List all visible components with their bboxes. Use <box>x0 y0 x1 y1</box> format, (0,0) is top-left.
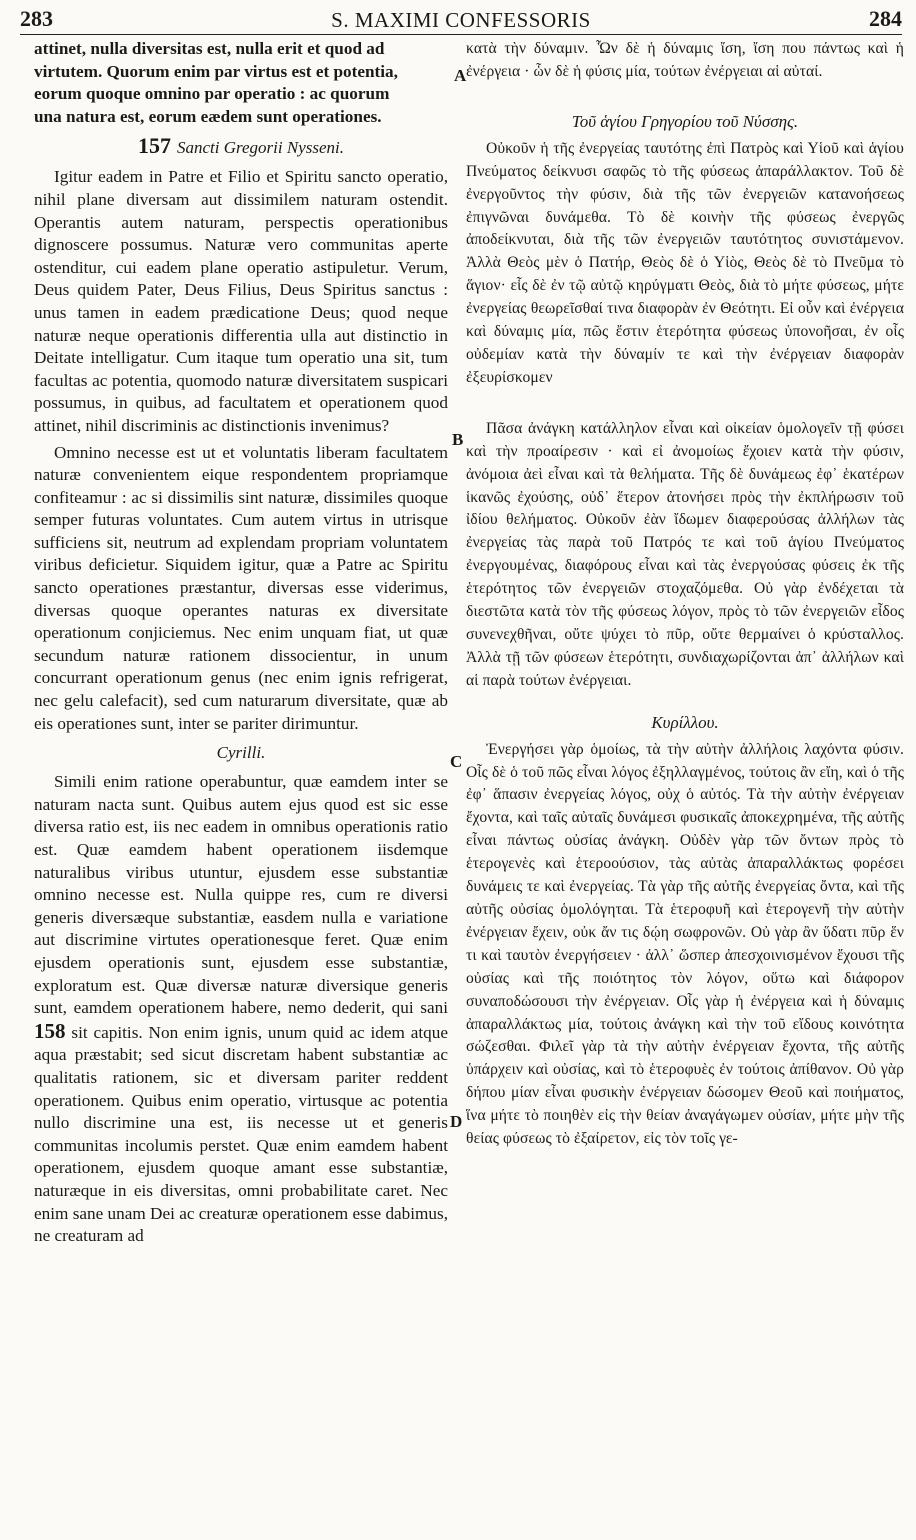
margin-marker-b: B <box>452 430 464 449</box>
latin-heading-text: Sancti Gregorii Nysseni. <box>177 138 344 158</box>
greek-paragraph-3: Ἐνεργήσει γὰρ ὁμοίως, τὰ τὴν αὐτὴν ἀλλήλοις λαχόντα φύσιν. Οἷς δὲ ὁ τοῦ πῶς εἶναι λόγος ἐξηλλαγμένος, τούτοις ἂν εἴη, καὶ ὁ τῆς ἐφ᾽ ἅπασιν ἐνεργείας λόγος, οὐχ ὁ αὐτός. Τὰ τὴν αὐτὴν ἐνέργειαν ἔχοντα, καὶ ταῖς αὐταῖς δυνάμεσι φυσικαῖς ἀποκεχρημένα, τῆς αὐτῆς εἶναι πάντως οὐσίας ἀνάγκη. Οὐδὲν γὰρ τῶν ὄντων πρὸς τὸ ἑτερογενὲς καὶ ἑτεροούσιον, τὰς αὐτὰς ἀπαραλλάκτως φορέσει δυνάμεις τε καὶ ἐνεργείας. Τὰ γὰρ τῆς αὐτῆς ἐνεργείας ὄντα, καὶ τῆς αὐτῆς οὐσίας ὁμολόγηται. Τὰ ἑτεροφυῆ καὶ ἑτερογενῆ τὴν αὐτὴν ἐνέργειαν ἔχειν, οὐκ ἄν τις δῴη σωφρονῶν. Οὐ γὰρ ἂν ὕδατι πῦρ ἕν τι καὶ ταυτὸν ἐνεργήσειεν · ἀλλ᾽ ὥσπερ ἀπεσχοινισμένον ἔχουσι τῆς οὐσίας καὶ τῆς ποιότητος τὸν λόγον, οὕτω καὶ διάφορον συναποδώσουσι τὴν ἐνέργειαν. Οἷς γὰρ ἡ ἐνέργεια καὶ ἡ δύναμις ἀπαραλλάκτως μία, τούτοις ἀνάγκη καὶ τὴν τοῦ εἴδους κοινότητα σώζεσθαι. Φιλεῖ γὰρ τὰ τὴν αὐτὴν ἐνέργειαν ἔχοντα, τῆς αὐτῆς ὑπάρχειν καὶ οὐσίας, καὶ τὸ ἑτεροφυὲς ἐν τούτοις ἀπίθανον. Οὐ γὰρ δήπου μίαν εἶναι φυσικὴν ἐνέργειαν δώσομεν Θεοῦ καὶ ποιήματος, ἵνα μήτε τὸ ποιηθὲν εἰς τὴν θείαν ἀναγάγωμεν οὐσίαν, μήτε μὴν τῆς θείας φύσεως τὸ ἐξαίρετον, εἰς τὸν τοῖς γε- <box>466 740 904 1148</box>
section-number: 157 <box>138 133 171 159</box>
latin-heading-cyrilli: Cyrilli. <box>216 743 266 763</box>
margin-marker-a: A <box>454 66 467 85</box>
latin-intro: attinet, nulla diversitas est, nulla erit et quod ad virtutem. Quorum enim par virtus est et potentia, eorum quoque omnino par operatio : ac quorum una natura est, eorum eædem sunt operationes. <box>34 39 398 126</box>
latin-p3-part-b: sit capitis. Non enim ignis, unum quid ac idem atque aqua præstabit; sed sicut discretam habent substantiæ ac qualitatis rationem, sic et diversam pariter reddent operationem. Quibus enim operatio, virtusque ac potentia nullo discrimine una est, iis necesse ut et generis communitas incolumis perstet. Quæ enim eamdem habent operationem, ejusdem quoque amant esse substantiæ, naturæque in eis diversitas, omni probabilitate caret. Nec enim sane unam Dei ac creaturæ operationem esse dabimus, ne creaturam ad <box>34 1022 448 1246</box>
greek-column <box>466 38 904 1530</box>
greek-heading-cyrilli: Κυρίλλου. <box>651 712 719 732</box>
running-title: S. MAXIMI CONFESSORIS <box>331 8 591 32</box>
latin-paragraph-2: Omnino necesse est ut et voluntatis liberam facultatem naturæ convenientem eique respondentem propriamque confiteamur : ac si dissimilis sint naturæ, dissimiles quoque semper futuras voluntates. Cum autem virtus in utrisque sufficiens sit, neutrum ad explendam propriam voluntatem viribus deficietur. Siquidem igitur, quæ a Patre ac Spiritu sancto operationes præstantur, diversas esse viderimus, diversas quoque operantes naturas ex diversitate operationum conjiciemus. Nec enim unquam fiat, ut quæ secundum naturæ rationem dissocientur, in unum concurrant operationum genus (nec enim ignis refrigerat, nec gelu calefacit), sed cum naturarum diversitate, quæ ab eis operationes sunt, inter se pariter dirimuntur. <box>34 442 448 733</box>
latin-paragraph-1: Igitur eadem in Patre et Filio et Spiritu sancto operatio, nihil plane diversam aut dissimilem naturam ostendit. Operantis autem naturam, perspectis operationibus dignoscere possumus. Naturæ vero communitas aperte ostenditur, cui eadem plane operatio astipuletur. Verum, Deus quidem Pater, Deus Filius, Deus Spiritus sanctus : unus tamen in eadem prædicatione Deus; quod neque naturæ neque operationis differentia ulla aut distinctio in Deitate intelligatur. Cum itaque tum operatio una sit, tum facultas ac potentia, quomodo naturæ diversitatem suspicari possumus, in quibus, ad facultatem et operationem quod attinet, nihil discriminis ac distinctionis invenimus? <box>34 167 448 435</box>
header-rule <box>20 34 902 35</box>
latin-section-heading <box>34 134 448 160</box>
page-header <box>20 6 902 34</box>
greek-paragraph-2: Πᾶσα ἀνάγκη κατάλληλον εἶναι καὶ οἰκείαν ὁμολογεῖν τῇ φύσει καὶ τὴν προαίρεσιν · καὶ εἰ ἀνομοίως ἔχοιεν κατὰ τὴν φύσιν, ἀνόμοια ἀεὶ εἶναι καὶ τὰ θελήματα. Τῆς δὲ δυνάμεως ἐφ᾽ ἑκατέρων ἱκανῶς ἐχούσης, οὐδ᾽ ἕτερον ἀτονήσει πρὸς τὴν ἐκπλήρωσιν τοῦ ἰδίου θελήματος. Οὐκοῦν ἐὰν ἴδωμεν διαφερούσας ἀλλήλων τὰς ἐνεργείας τὰς παρὰ τοῦ Πατρός τε καὶ τοῦ ἁγίου Πνεύματος ἐνεργουμένας, διαφόρους εἶναι καὶ τὰς ἐνεργούσας φύσεις ἐκ τῆς ἑτερότητος τῶν ἐνεργειῶν στοχαζόμεθα. Οὐ γὰρ ἐνδέχεται τὰ διεστῶτα κατὰ τὸν τῆς φύσεως λόγον, πρὸς τὸ τῶν ἐνεργειῶν εἶδος συνενεχθῆναι, οὔτε ψύχει τὸ πῦρ, οὔτε θερμαίνει ὁ κρύσταλλος. Ἀλλὰ τῇ τῶν φύσεων ἑτερότητι, συνδιαχωρίζονται ἀπ᾽ ἀλλήλων καὶ αἱ παρὰ τούτων ἐνέργειαι. <box>466 419 904 689</box>
latin-p3-part-a: Simili enim ratione operabuntur, quæ eamdem inter se naturam nacta sunt. Quibus autem ejus quod est sic esse diversa ratio est, iis nec eadem in omnibus operationis ratio est. Quæ eamdem habent operationem iisdemque naturalibus viribus utuntur, ejusdem esse substantiæ omnino necesse est. Nulla quippe res, cum re diversi generis diversæque substantiæ, easdem nulla e variatione aut discrimine virtutes operationesque feret. Quæ enim ejusdem operationis sunt, ejusdem esse substantiæ, exploratum est. Quæ diversæ naturæ diversique generis sunt, eamdem operationem habere, nemo dederit, qui sani <box>34 772 448 1018</box>
latin-paragraph-3 <box>34 771 448 1247</box>
greek-section-heading: Τοῦ ἁγίου Γρηγορίου τοῦ Νύσσης. <box>571 111 799 131</box>
latin-column <box>34 38 448 1530</box>
greek-intro: κατὰ τὴν δύναμιν. Ὧν δὲ ἡ δύναμις ἴση, ἴση που πάντως καὶ ἡ ἐνέργεια · ὧν δὲ ἡ φύσις μία, τούτων ἐνέργειαι αἱ αὐταί. <box>466 40 904 80</box>
page-number-right: 284 <box>869 6 902 31</box>
margin-marker-c: C <box>450 752 463 771</box>
inline-section-number: 158 <box>34 1018 66 1043</box>
margin-marker-d: D <box>450 1112 463 1131</box>
page-number-left: 283 <box>20 6 53 31</box>
greek-paragraph-1: Οὐκοῦν ἡ τῆς ἐνεργείας ταυτότης ἐπὶ Πατρὸς καὶ Υἱοῦ καὶ ἁγίου Πνεύματος δείκνυσι σαφῶς τὸ τῆς φύσεως ἀπαράλλακτον. Τοῦ δὲ ἐνεργοῦντος τὴν φύσιν, διὰ τῆς τῶν ἐνεργειῶν κατανοήσεως ἐπιγνῶναι δυνάμεθα. Τὸ δὲ κοινὴν τῆς φύσεως ἐνεργῶς ἀποδείκνυται, διὰ τῆς τῶν ἐνεργειῶν ταυτότητος συνιστάμενον. Ἀλλὰ Θεὸς μὲν ὁ Πατήρ, Θεὸς δὲ ὁ Υἱὸς, Θεὸς δὲ τὸ Πνεῦμα τὸ ἅγιον· εἷς δὲ ἐν τῷ αὐτῷ κηρύγματι Θεὸς, διὰ τὸ μήτε φύσεως, μήτε ἐνεργείας θεωρεῖσθαί τινα διαφορὰν ἐν Θεότητι. Εἰ οὖν καὶ ἐνέργεια καὶ δύναμις μία, πῶς ἔστιν ἑτερότητα φύσεως ὑπονοῆσαι, ἐν οἷς οὐδεμίαν κατὰ τὴν δύναμίν τε καὶ τὴν ἐνέργειαν διαφορὰν ἐξευρίσκομεν <box>466 139 904 386</box>
